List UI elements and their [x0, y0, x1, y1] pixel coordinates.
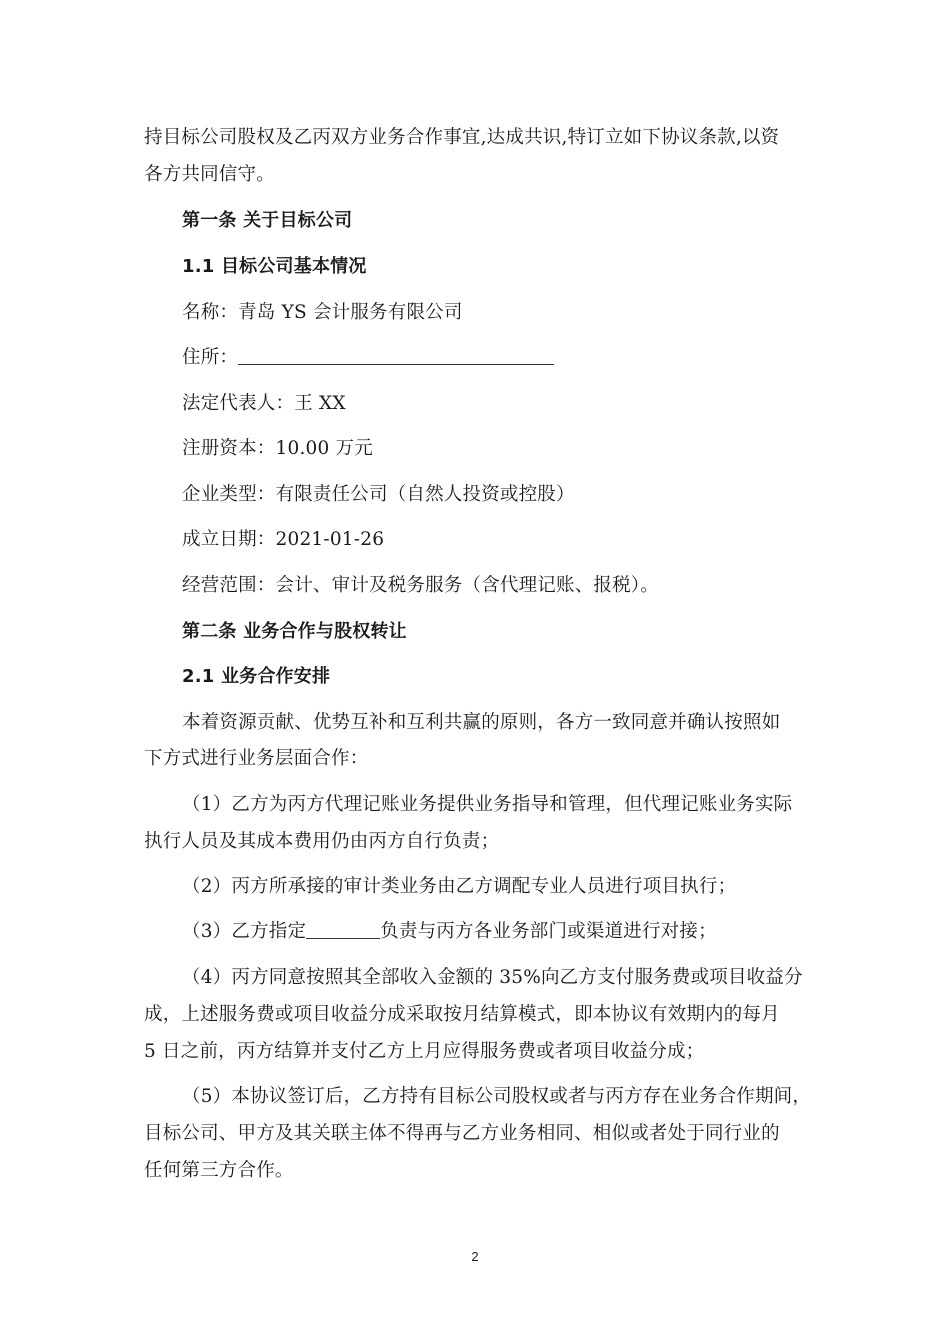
company-address [182, 346, 554, 370]
item-4-line-3: 5 日之前，丙方结算并支付乙方上月应得服务费或者项目收益分成； [144, 1041, 705, 1062]
item-4-line-1: （4）丙方同意按照其全部收入金额的 35%向乙方支付服务费或项目收益分 [182, 967, 803, 988]
item-5-line-1: （5）本协议签订后，乙方持有目标公司股权或者与丙方存在业务合作期间， [182, 1086, 812, 1107]
item-4-line-2: 成，上述服务费或项目收益分成采取按月结算模式，即本协议有效期内的每月 [144, 1004, 780, 1025]
item-2: （2）丙方所承接的审计类业务由乙方调配专业人员进行项目执行； [182, 876, 737, 897]
item-3-suffix: 负责与丙方各业务部门或渠道进行对接； [380, 921, 717, 942]
business-scope: 经营范围：会计、审计及税务服务（含代理记账、报税）。 [182, 575, 659, 596]
item-5-line-3: 任何第三方合作。 [144, 1160, 294, 1181]
intro-line-2: 下方式进行业务层面合作： [144, 748, 369, 769]
page-number: 2 [471, 1249, 479, 1264]
preamble-line-2: 各方共同信守。 [144, 164, 275, 185]
section-1-1-heading: 1.1 目标公司基本情况 [182, 256, 367, 277]
item-1-line-2: 执行人员及其成本费用仍由丙方自行负责； [144, 831, 500, 852]
company-name: 名称：青岛 YS 会计服务有限公司 [182, 302, 463, 323]
article-1-heading: 第一条 关于目标公司 [182, 210, 353, 231]
item-3-prefix: （3）乙方指定 [182, 921, 307, 942]
preamble-line-1: 持目标公司股权及乙丙双方业务合作事宜,达成共识,特订立如下协议条款,以资 [144, 127, 780, 148]
item-3 [182, 920, 717, 944]
address-blank [238, 346, 554, 365]
item-3-blank [306, 920, 380, 939]
item-1-line-1: （1）乙方为丙方代理记账业务提供业务指导和管理，但代理记账业务实际 [182, 794, 793, 815]
section-2-1-heading: 2.1 业务合作安排 [182, 666, 331, 687]
company-type: 企业类型：有限责任公司（自然人投资或控股） [182, 484, 575, 505]
intro-line-1: 本着资源贡献、优势互补和互利共赢的原则，各方一致同意并确认按照如 [182, 712, 781, 733]
registered-capital: 注册资本：10.00 万元 [182, 438, 373, 459]
item-5-line-2: 目标公司、甲方及其关联主体不得再与乙方业务相同、相似或者处于同行业的 [144, 1123, 780, 1144]
address-label: 住所： [182, 347, 239, 368]
founded-date: 成立日期：2021-01-26 [182, 529, 385, 550]
article-2-heading: 第二条 业务合作与股权转让 [182, 621, 407, 642]
legal-representative: 法定代表人：王 XX [182, 393, 346, 414]
